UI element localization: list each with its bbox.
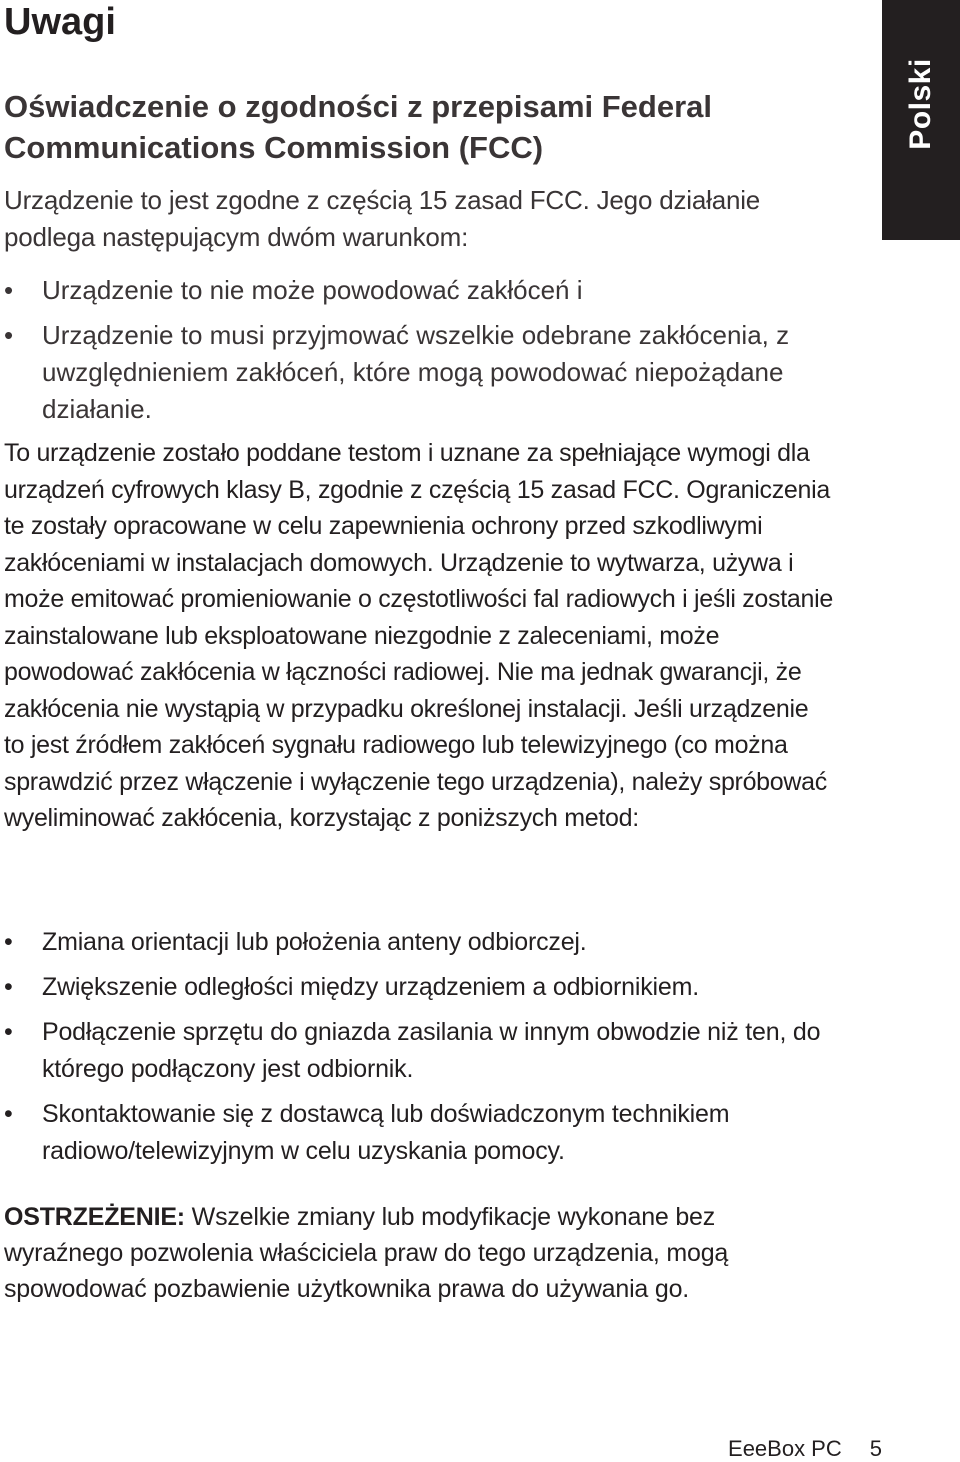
list-item xyxy=(4,272,864,309)
list-item xyxy=(4,1014,864,1088)
method-text: Zwiększenie odległości między urządzeniem a odbiornikiem. xyxy=(42,973,699,1001)
list-item xyxy=(4,317,864,428)
bullet-icon: • xyxy=(4,973,13,1001)
page-title: Uwagi xyxy=(4,1,116,43)
list-item xyxy=(4,924,864,961)
fcc-body-paragraph: To urządzenie zostało poddane testom i uznane za spełniające wymogi dla urządzeń cyfrowych klasy B, zgodnie z częścią 15 zasad FCC. Ograniczenia te zostały opracowane w celu zapewnienia ochrony przed szkodliwymi zakłóceniami w instalacjach domowych. Urządzenie to wytwarza, używa i może emitować promieniowanie o częstotliwości fal radiowych i jeśli zostanie zainstalowane lub eksploatowane niezgodnie z zaleceniami, może powodować zakłócenia w łączności radiowej. Nie ma jednak gwarancji, że zakłócenia nie wystąpią w przypadku określonej instalacji. Jeśli urządzenie to jest źródłem zakłóceń sygnału radiowego lub telewizyjnego (co można sprawdzić przez włączenie i wyłączenie tego urządzenia), należy spróbować wyeliminować zakłócenia, korzystając z poniższych metod: xyxy=(4,439,833,832)
bullet-icon: • xyxy=(4,320,14,350)
language-tab-label: Polski xyxy=(904,58,937,150)
footer-product-name: EeeBox PC xyxy=(728,1436,842,1461)
bullet-icon: • xyxy=(4,1018,13,1046)
warning-paragraph xyxy=(4,1199,834,1307)
list-item xyxy=(4,969,864,1006)
condition-text: Urządzenie to nie może powodować zakłóceń i xyxy=(42,275,583,305)
method-text: Skontaktowanie się z dostawcą lub doświadczonym technikiem radiowo/telewizyjnym w celu uzyskania pomocy. xyxy=(42,1100,730,1165)
condition-text: Urządzenie to musi przyjmować wszelkie odebrane zakłócenia, z uwzględnieniem zakłóceń, które mogą powodować niepożądane działanie. xyxy=(42,320,790,424)
fcc-section-heading: Oświadczenie o zgodności z przepisami Federal Communications Commission (FCC) xyxy=(4,89,713,165)
bullet-icon: • xyxy=(4,275,14,305)
warning-text: Wszelkie zmiany lub modyfikacje wykonane bez wyraźnego pozwolenia właściciela praw do tego urządzenia, mogą spowodować pozbawienie użytkownika prawa do używania go. xyxy=(4,1203,729,1303)
method-text: Podłączenie sprzętu do gniazda zasilania w innym obwodzie niż ten, do którego podłączony jest odbiornik. xyxy=(42,1018,821,1083)
page-number: 5 xyxy=(869,1436,882,1461)
page-footer xyxy=(728,1436,882,1462)
language-tab xyxy=(882,0,960,240)
bullet-icon: • xyxy=(4,1100,13,1128)
interference-methods-list xyxy=(4,924,864,1178)
list-item xyxy=(4,1096,864,1170)
fcc-intro-paragraph: Urządzenie to jest zgodne z częścią 15 zasad FCC. Jego działanie podlega następującym dwóm warunkom: xyxy=(4,185,761,252)
warning-label: OSTRZEŻENIE: xyxy=(4,1203,185,1231)
fcc-conditions-list xyxy=(4,272,864,436)
method-text: Zmiana orientacji lub położenia anteny odbiorczej. xyxy=(42,928,587,956)
bullet-icon: • xyxy=(4,928,13,956)
